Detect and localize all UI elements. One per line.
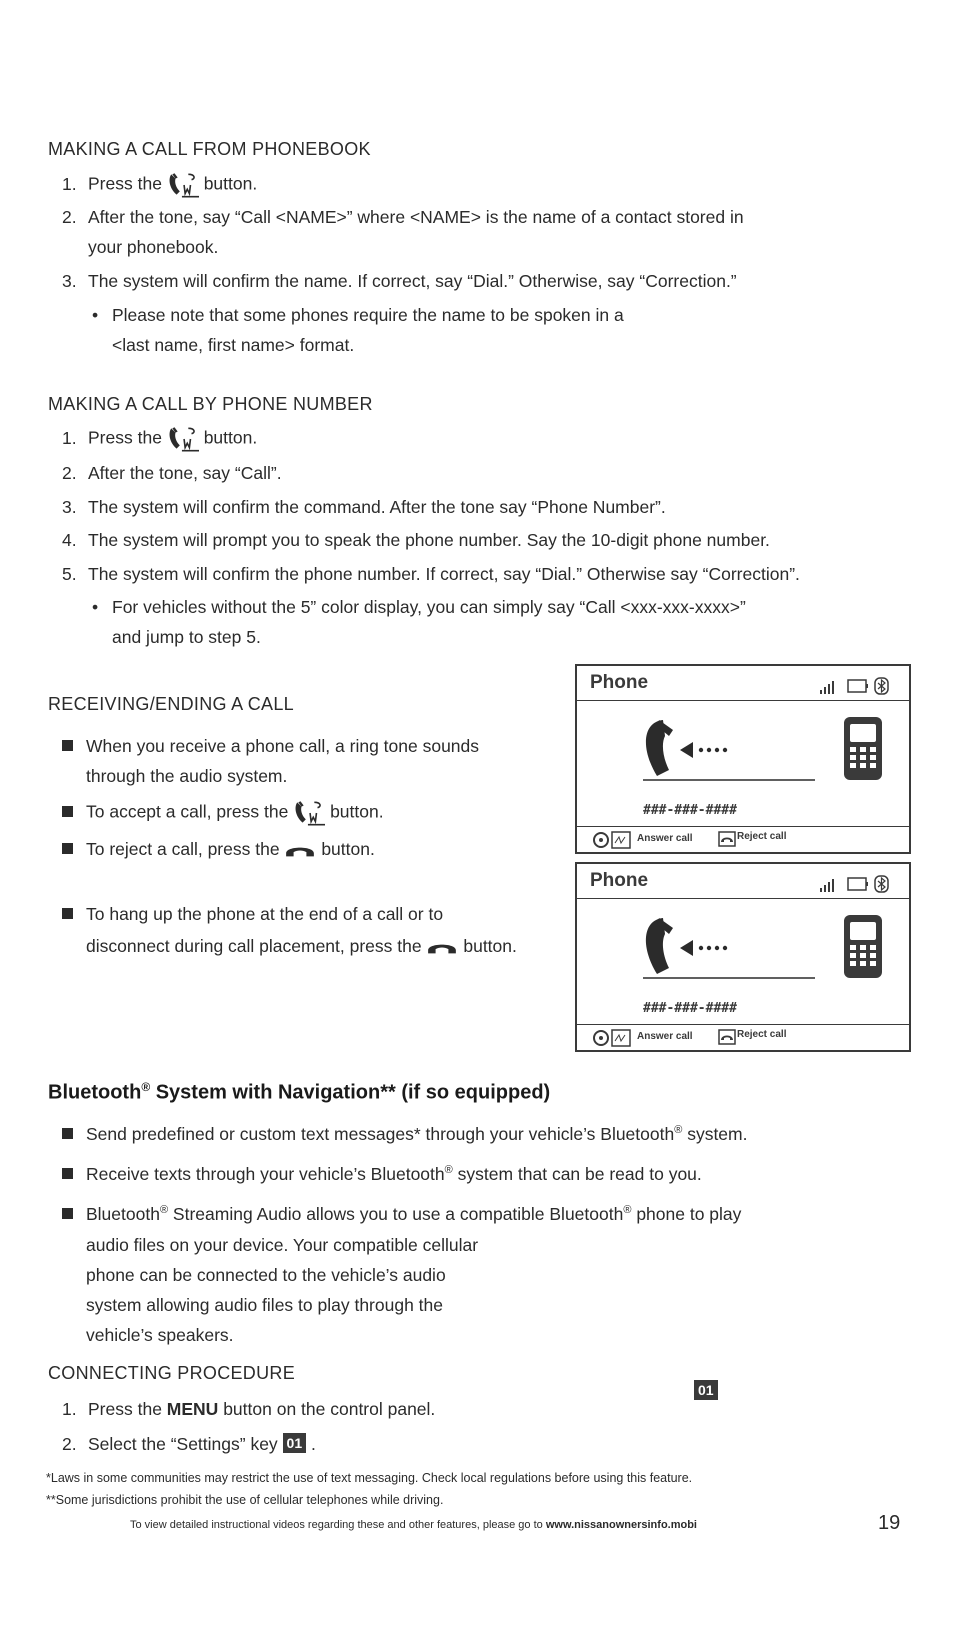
settings-key-badge: 01 — [283, 1433, 307, 1453]
screen-title: Phone — [590, 672, 649, 693]
screen-divider — [577, 1024, 909, 1025]
bluetooth-item-3-line-3: phone can be connected to the vehicle’s audio — [86, 1265, 446, 1285]
talk-button-icon — [293, 800, 325, 826]
phone-number-step-4: 4. The system will prompt you to speak the phone number. Say the 10-digit phone number. — [62, 530, 770, 550]
talk-button-icon — [167, 426, 199, 452]
reject-call-icon — [718, 831, 736, 847]
status-icons — [818, 677, 900, 695]
receiving-item-3: To reject a call, press the button. — [62, 838, 375, 860]
phone-number-step-1: 1. Press the button. — [62, 426, 257, 452]
footer-line: To view detailed instructional videos regarding these and other features, please go to www.nissanownersinfo.mobi — [130, 1519, 697, 1531]
bluetooth-item-3-line-5: vehicle’s speakers. — [86, 1325, 234, 1345]
phone-number-step-5: 5. The system will confirm the phone number. If correct, say “Dial.” Otherwise say “Correction”. — [62, 564, 800, 584]
connecting-heading: CONNECTING PROCEDURE — [48, 1363, 296, 1383]
phone-screen-outgoing — [575, 862, 911, 1052]
bullet-square — [62, 1208, 73, 1219]
bluetooth-heading: Bluetooth® System with Navigation** (if so equipped) — [48, 1080, 551, 1104]
steering-talk-icon — [592, 1029, 634, 1047]
talk-button-icon — [167, 172, 199, 198]
hang-up-button-icon — [284, 842, 316, 858]
footnote-1: *Laws in some communities may restrict the use of text messaging. Check local regulations before using this feature. — [46, 1471, 693, 1485]
receiving-item-1-cont: through the audio system. — [86, 766, 288, 786]
caller-number: ###-###-#### — [643, 803, 737, 818]
phonebook-step-3: 3. The system will confirm the name. If correct, say “Dial.” Otherwise, say “Correction.” — [62, 271, 737, 291]
screen-title: Phone — [590, 870, 649, 891]
bullet-square — [62, 806, 73, 817]
receiving-item-4-cont: disconnect during call placement, press the button. — [86, 936, 517, 956]
connecting-step-1: 1. Press the MENU button on the control panel. — [62, 1399, 436, 1419]
page-number: 19 — [878, 1512, 901, 1534]
phonebook-heading: MAKING A CALL FROM PHONEBOOK — [48, 139, 371, 159]
footnote-2: **Some jurisdictions prohibit the use of cellular telephones while driving. — [46, 1493, 444, 1507]
phonebook-note: • Please note that some phones require the name to be spoken in a — [92, 305, 624, 325]
screen-divider — [577, 898, 909, 899]
incoming-call-icon — [635, 718, 835, 788]
status-icons — [818, 875, 900, 893]
bluetooth-item-1: Send predefined or custom text messages* through your vehicle’s Bluetooth® system. — [62, 1123, 747, 1145]
bluetooth-item-3: Bluetooth® Streaming Audio allows you to use a compatible Bluetooth® phone to play — [62, 1203, 741, 1225]
receiving-item-2: To accept a call, press the button. — [62, 800, 384, 826]
bullet-square — [62, 843, 73, 854]
bullet-square — [62, 1168, 73, 1179]
screen-divider — [577, 826, 909, 827]
phone-number-note: • For vehicles without the 5” color display, you can simply say “Call <xxx-xxx-xxxx>” — [92, 597, 746, 617]
phone-number-step-2: 2. After the tone, say “Call”. — [62, 463, 282, 483]
reject-call-label[interactable]: Reject call — [737, 831, 787, 842]
receiving-item-4: To hang up the phone at the end of a call or to — [62, 903, 443, 925]
answer-call-label[interactable]: Answer call — [637, 833, 693, 844]
phone-number-step-3: 3. The system will confirm the command. After the tone say “Phone Number”. — [62, 497, 666, 517]
answer-call-label[interactable]: Answer call — [637, 1031, 693, 1042]
receiving-heading: RECEIVING/ENDING A CALL — [48, 694, 294, 714]
phone-number-heading: MAKING A CALL BY PHONE NUMBER — [48, 394, 373, 414]
screen-divider — [577, 700, 909, 701]
connecting-step-2: 2. Select the “Settings” key 01 . — [62, 1434, 316, 1454]
bullet-square — [62, 1128, 73, 1139]
incoming-call-icon — [635, 916, 835, 986]
caller-number: ###-###-#### — [643, 1001, 737, 1016]
phone-number-note-cont: and jump to step 5. — [112, 627, 261, 647]
bluetooth-item-3-line-4: system allowing audio files to play through the — [86, 1295, 444, 1315]
hang-up-button-icon — [426, 939, 458, 955]
bullet-square — [62, 908, 73, 919]
mobile-phone-icon — [843, 716, 883, 781]
steering-talk-icon — [592, 831, 634, 849]
phonebook-step-1: 1. Press the button. — [62, 172, 257, 198]
figure-callout-badge: 01 — [694, 1380, 718, 1400]
phonebook-note-cont: <last name, first name> format. — [112, 335, 355, 355]
bluetooth-item-3-line-2: audio files on your device. Your compatible cellular — [86, 1235, 479, 1255]
mobile-phone-icon — [843, 914, 883, 979]
phonebook-step-2: 2. After the tone, say “Call <NAME>” where <NAME> is the name of a contact stored in — [62, 207, 744, 227]
phonebook-step-2-cont: your phonebook. — [88, 237, 219, 257]
reject-call-label[interactable]: Reject call — [737, 1029, 787, 1040]
reject-call-icon — [718, 1029, 736, 1045]
phone-screen-incoming — [575, 664, 911, 854]
bluetooth-item-2: Receive texts through your vehicle’s Bluetooth® system that can be read to you. — [62, 1163, 702, 1185]
receiving-item-1: When you receive a phone call, a ring tone sounds — [62, 735, 479, 757]
bullet-square — [62, 740, 73, 751]
footer-link[interactable]: www.nissanownersinfo.mobi — [545, 1519, 697, 1531]
